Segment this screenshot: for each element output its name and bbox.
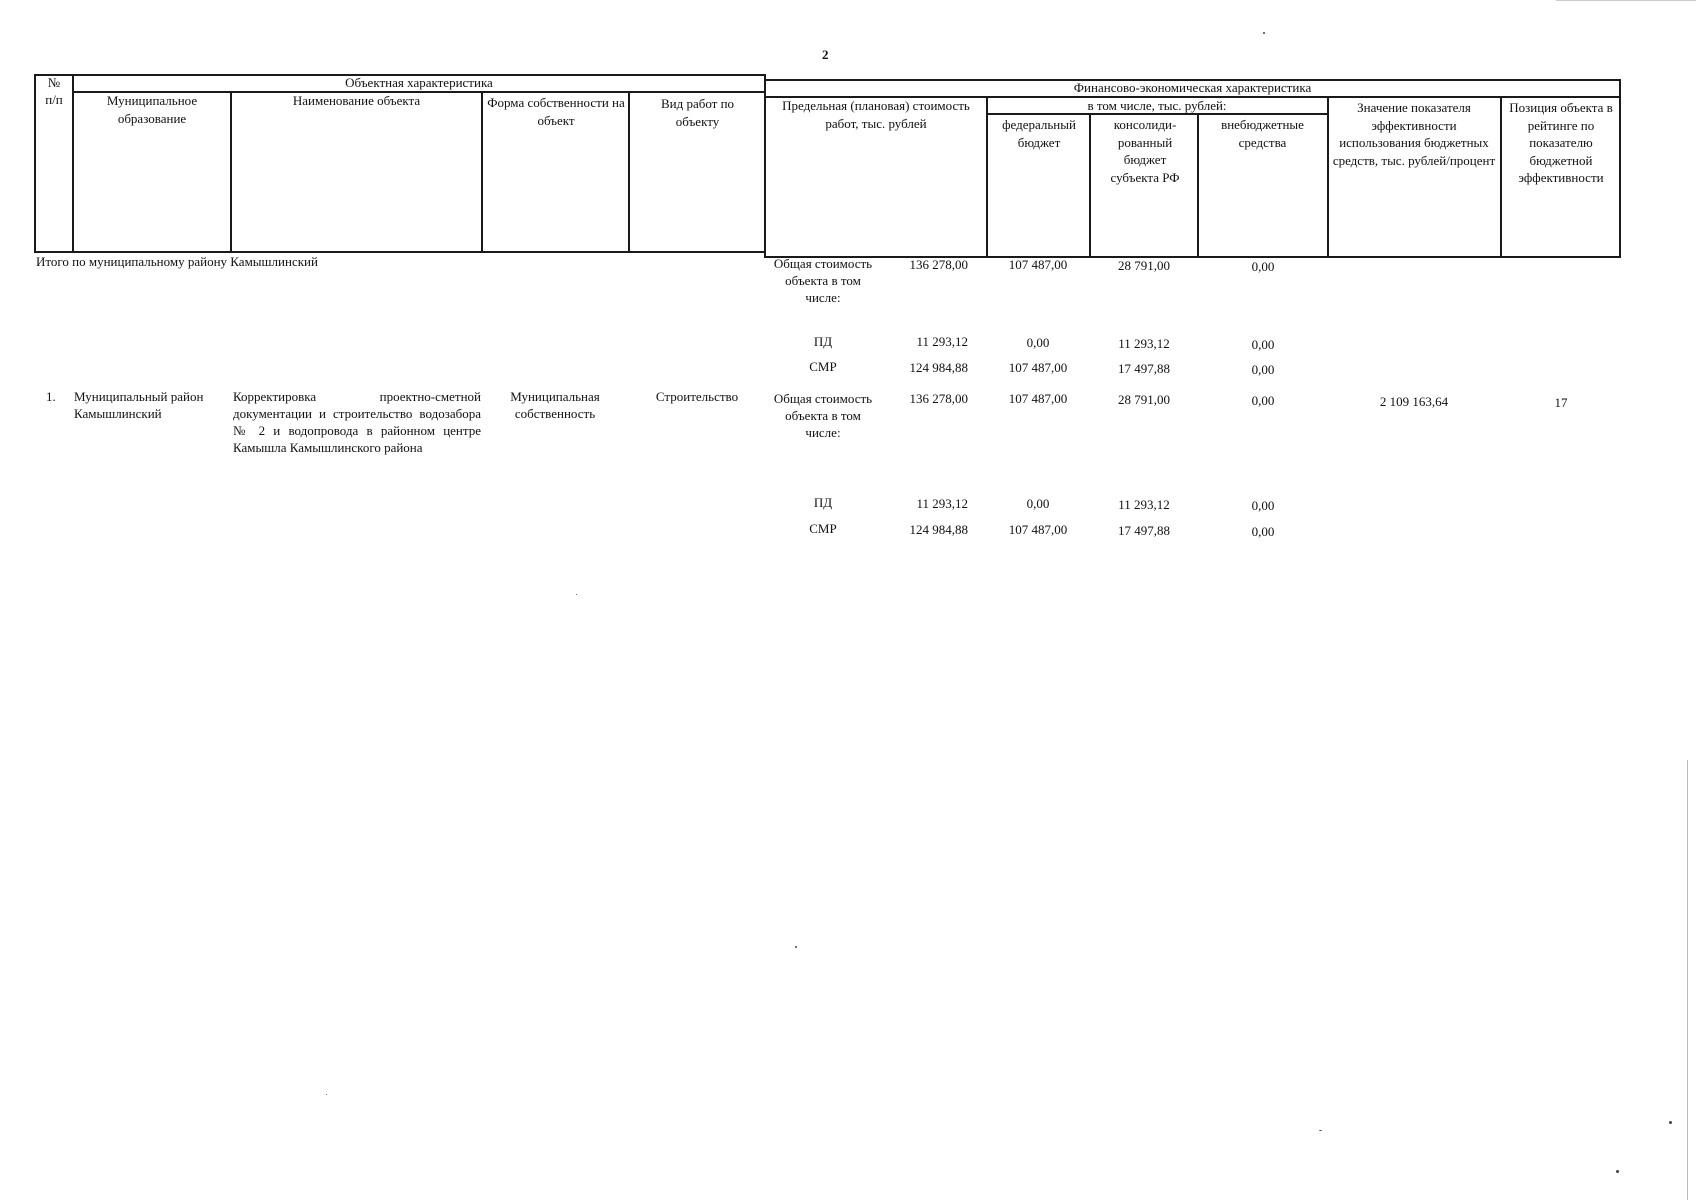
- col-line-2: [230, 91, 232, 253]
- header-efficiency: Значение показателя эффективности использования бюджетных средств, тыс. рублей/процент: [1332, 100, 1496, 168]
- header-municipality: Муниципальное образование: [106, 93, 198, 126]
- header-including: в том числе, тыс. рублей:: [1087, 98, 1227, 113]
- col-line-4: [628, 91, 630, 253]
- total-pd-label: ПД: [813, 334, 833, 349]
- scan-speck: [1669, 1121, 1672, 1124]
- total-overall-extra: 0,00: [1251, 259, 1275, 274]
- item-overall-federal: 107 487,00: [1008, 391, 1068, 406]
- total-smr-extra: 0,00: [1251, 362, 1275, 377]
- scan-top-edge: [1556, 0, 1696, 1]
- item-pd-cost: 11 293,12: [916, 496, 968, 511]
- scan-speck: [1319, 1130, 1322, 1131]
- col-line-9: [1327, 96, 1329, 258]
- item-pd-label: ПД: [813, 495, 833, 510]
- item-smr-label: СМР: [809, 521, 837, 536]
- item-municipality: Муниципальный район Камышлинский: [74, 389, 204, 421]
- item-pd-consolidated: 11 293,12: [1118, 497, 1170, 512]
- col-line-10: [1500, 96, 1502, 258]
- scan-speck: [795, 946, 797, 948]
- header-rating: Позиция объекта в рейтинге по показателю бюджетной эффективности: [1509, 100, 1613, 185]
- item-overall-cost: 136 278,00: [909, 391, 968, 406]
- page-number: 2: [822, 47, 829, 62]
- item-pd-federal: 0,00: [1026, 496, 1050, 511]
- item-smr-federal: 107 487,00: [1008, 522, 1068, 537]
- col-line-3: [481, 91, 483, 253]
- total-label: Итого по муниципальному району Камышлинский: [36, 254, 318, 269]
- scan-speck: [1263, 32, 1265, 34]
- header-num: №: [47, 75, 61, 90]
- item-pd-extra: 0,00: [1251, 498, 1275, 513]
- header-ownership: Форма собственности на объект: [487, 95, 625, 128]
- col-line-11: [1619, 79, 1621, 258]
- header-finance-group: Финансово-экономическая характеристика: [1073, 80, 1312, 95]
- col-line-5: [764, 74, 766, 258]
- total-overall-cost: 136 278,00: [909, 257, 968, 272]
- item-smr-extra: 0,00: [1251, 524, 1275, 539]
- total-smr-label: СМР: [809, 359, 837, 374]
- total-pd-cost: 11 293,12: [916, 334, 968, 349]
- item-overall-consolidated: 28 791,00: [1118, 392, 1170, 407]
- item-overall-extra: 0,00: [1251, 393, 1275, 408]
- total-overall-federal: 107 487,00: [1008, 257, 1068, 272]
- scan-speck: [1616, 1170, 1619, 1173]
- header-work-type: Вид работ по объекту: [660, 96, 735, 129]
- scan-edge-line: [1687, 760, 1688, 1200]
- item-efficiency: 2 109 163,64: [1379, 394, 1449, 409]
- total-cost-label: Общая стоимость объекта в том числе:: [773, 256, 873, 305]
- col-line-6: [986, 96, 988, 258]
- item-smr-consolidated: 17 497,88: [1118, 523, 1170, 538]
- header-federal: федеральный бюджет: [1002, 117, 1076, 150]
- total-overall-consolidated: 28 791,00: [1118, 258, 1170, 273]
- item-work-type: Строительство: [655, 389, 739, 404]
- total-smr-consolidated: 17 497,88: [1118, 361, 1170, 376]
- header-object-group: Объектная характеристика: [345, 75, 493, 90]
- col-line-8: [1197, 113, 1199, 258]
- header-num-sub: п/п: [45, 92, 63, 107]
- total-pd-consolidated: 11 293,12: [1118, 336, 1170, 351]
- total-smr-federal: 107 487,00: [1008, 360, 1068, 375]
- header-consolidated: консолиди-рованный бюджет субъекта РФ: [1110, 117, 1180, 185]
- item-smr-cost: 124 984,88: [909, 522, 968, 537]
- item-cost-label: Общая стоимость объекта в том числе:: [773, 391, 873, 440]
- item-object-name: Корректировка проектно-сметной документации и строительство водозабора № 2 и водопровода в районном центре Камышла Камышлинского района: [233, 389, 481, 455]
- total-smr-cost: 124 984,88: [909, 360, 968, 375]
- item-rating: 17: [1554, 395, 1568, 410]
- item-ownership: Муниципальная собственность: [510, 389, 600, 421]
- col-line-1: [72, 74, 74, 253]
- header-extrabudget: внебюджетные средства: [1221, 117, 1304, 150]
- item-number: 1.: [46, 389, 56, 404]
- total-pd-extra: 0,00: [1251, 337, 1275, 352]
- scan-speck: [576, 594, 577, 595]
- scan-speck: [326, 1094, 327, 1095]
- header-object-name: Наименование объекта: [292, 93, 421, 108]
- header-max-cost: Предельная (плановая) стоимость работ, тыс. рублей: [782, 98, 970, 131]
- col-line-7: [1089, 113, 1091, 258]
- total-pd-federal: 0,00: [1026, 335, 1050, 350]
